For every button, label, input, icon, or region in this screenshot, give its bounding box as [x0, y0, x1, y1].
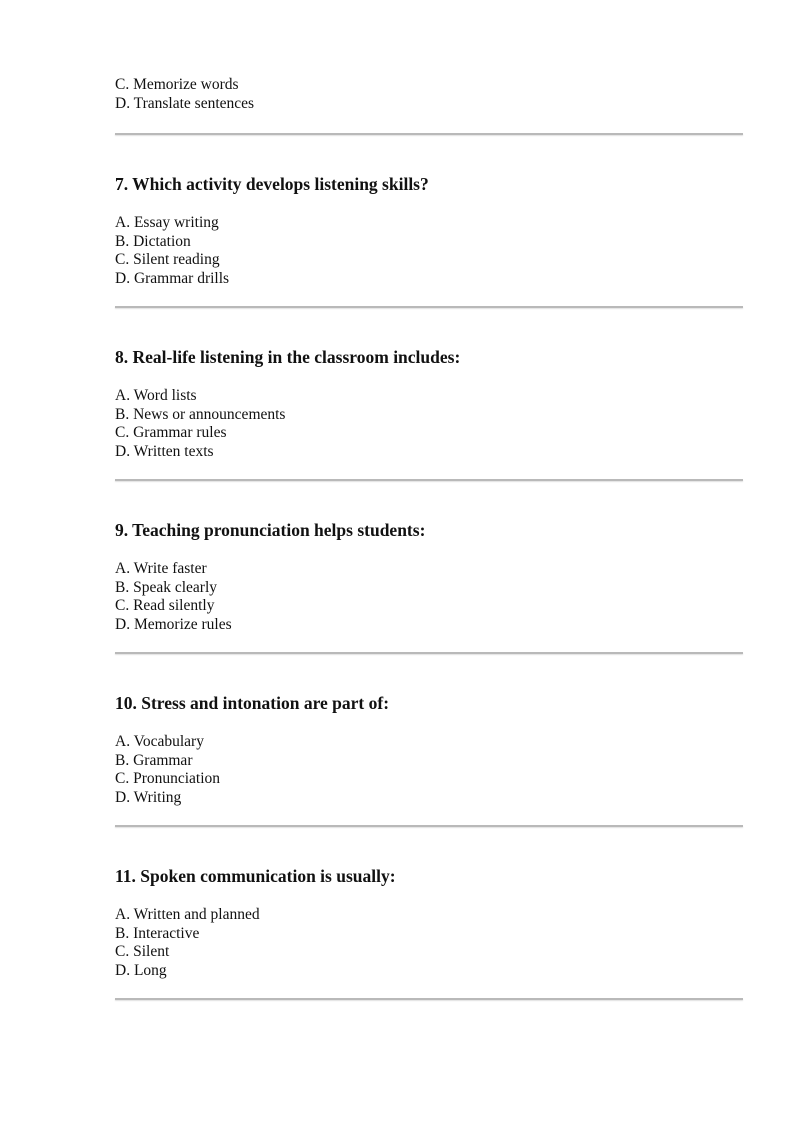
- question-title: 7. Which activity develops listening skills?: [115, 174, 429, 195]
- answer-option-d: D. Written texts: [115, 442, 214, 460]
- answer-option-c: C. Silent: [115, 943, 170, 961]
- answer-option-d: D. Memorize rules: [115, 615, 232, 633]
- answer-option-d: D. Grammar drills: [115, 269, 230, 287]
- quiz-content: [115, 76, 743, 1000]
- answer-option-c: C. Pronunciation: [115, 770, 221, 788]
- answer-option-a: A. Write faster: [115, 560, 207, 578]
- answer-option-c: C. Read silently: [115, 597, 215, 615]
- question-8: [115, 308, 743, 481]
- answer-option-d: D. Long: [115, 961, 167, 979]
- answer-option-b: B. Dictation: [115, 232, 191, 250]
- answer-option-b: B. Grammar: [115, 751, 193, 769]
- answer-option-b: B. News or announcements: [115, 405, 286, 423]
- answer-options: [115, 214, 229, 288]
- answer-options: [115, 906, 260, 980]
- answer-option-a: A. Vocabulary: [115, 733, 204, 751]
- question-7: [115, 135, 743, 308]
- question-title: 11. Spoken communication is usually:: [115, 866, 396, 887]
- answer-options: [115, 387, 285, 461]
- question-9: [115, 481, 743, 654]
- answer-option-a: A. Written and planned: [115, 906, 260, 924]
- answer-option-b: B. Speak clearly: [115, 578, 218, 596]
- answer-option-a: A. Word lists: [115, 387, 197, 405]
- question-10: [115, 654, 743, 827]
- question-title: 10. Stress and intonation are part of:: [115, 693, 390, 714]
- answer-options: [115, 560, 232, 634]
- question-11: [115, 827, 743, 1000]
- question-title: 9. Teaching pronunciation helps students:: [115, 520, 426, 541]
- answer-option-c: C. Silent reading: [115, 251, 220, 269]
- answer-option: C. Memorize words: [115, 76, 239, 93]
- question-title: 8. Real-life listening in the classroom includes:: [115, 347, 461, 368]
- answer-option-c: C. Grammar rules: [115, 424, 227, 442]
- answer-options: [115, 733, 220, 807]
- answer-option-a: A. Essay writing: [115, 214, 219, 232]
- answer-option: D. Translate sentences: [115, 94, 255, 112]
- question-6-fragment: [115, 76, 743, 135]
- answer-option-d: D. Writing: [115, 788, 182, 806]
- answer-option-b: B. Interactive: [115, 924, 200, 942]
- question-divider: [115, 998, 743, 1000]
